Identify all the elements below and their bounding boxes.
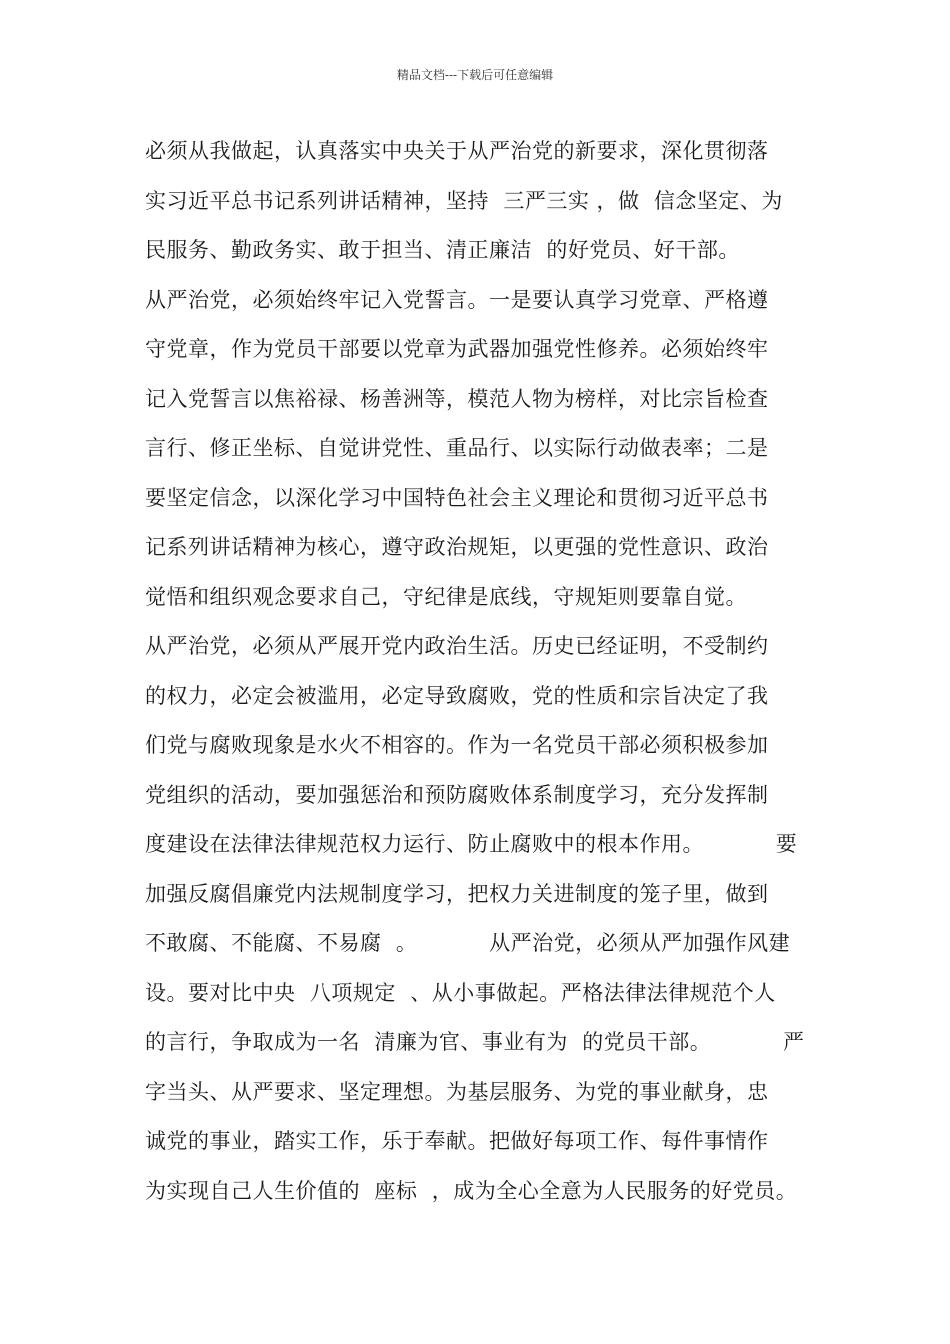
text-line: 党组织的活动，要加强惩治和预防腐败体系制度学习，充分发挥制 [145,782,769,807]
text-line: 实习近平总书记系列讲话精神，坚持 三严三实 ，做 信念坚定、为 [145,188,783,213]
text-line: 字当头、从严要求、坚定理想。为基层服务、为党的事业献身，忠 [145,1079,769,1104]
text-line: 言行、修正坐标、自觉讲党性、重品行、以实际行动做表率；二是 [145,436,769,460]
text-line: 觉悟和组织观念要求自己，守纪律是底线，守规矩则要靠自觉。 [145,584,747,609]
text-line: 从严治党，必须从严展开党内政治生活。历史已经证明，不受制约 [145,634,769,658]
text-line: 的言行，争取成为一名 清廉为官、事业有为 的党员干部。 严 [145,1030,805,1054]
text-line: 不敢腐、不能腐、不易腐 。 从严治党，必须从严加强作风建 [145,931,791,955]
text-line: 守党章，作为党员干部要以党章为武器加强党性修养。必须始终牢 [145,337,769,361]
text-line: 诚党的事业，踏实工作，乐于奉献。把做好每项工作、每件事情作 [145,1129,769,1153]
text-line: 记入党誓言以焦裕禄、杨善洲等，模范人物为榜样，对比宗旨检查 [145,386,769,411]
text-line: 从严治党，必须始终牢记入党誓言。一是要认真学习党章、严格遵 [145,287,769,312]
text-line: 记系列讲话精神为核心，遵守政治规矩，以更强的党性意识、政治 [145,535,769,559]
document-body [145,133,825,1222]
text-line: 民服务、勤政务实、敢于担当、清正廉洁 的好党员、好干部。 [145,238,740,262]
text-line: 必须从我做起，认真落实中央关于从严治党的新要求，深化贯彻落 [145,139,769,163]
text-line: 的权力，必定会被滥用，必定导致腐败，党的性质和宗旨决定了我 [145,683,769,708]
text-line: 加强反腐倡廉党内法规制度学习，把权力关进制度的笼子里，做到 [145,881,769,906]
text-line: 设。要对比中央 八项规定 、从小事做起。严格法律法律规范个人 [145,980,776,1005]
text-line: 为实现自己人生价值的 座标 ，成为全心全意为人民服务的好党员。 [145,1178,798,1203]
text-line: 度建设在法律法律规范权力运行、防止腐败中的根本作用。 要 [145,832,798,856]
page-header: 精品文档---下载后可任意编辑 [396,68,554,82]
text-line: 们党与腐败现象是水火不相容的。作为一名党员干部必须积极参加 [145,733,769,757]
text-line: 要坚定信念，以深化学习中国特色社会主义理论和贯彻习近平总书 [145,485,769,510]
